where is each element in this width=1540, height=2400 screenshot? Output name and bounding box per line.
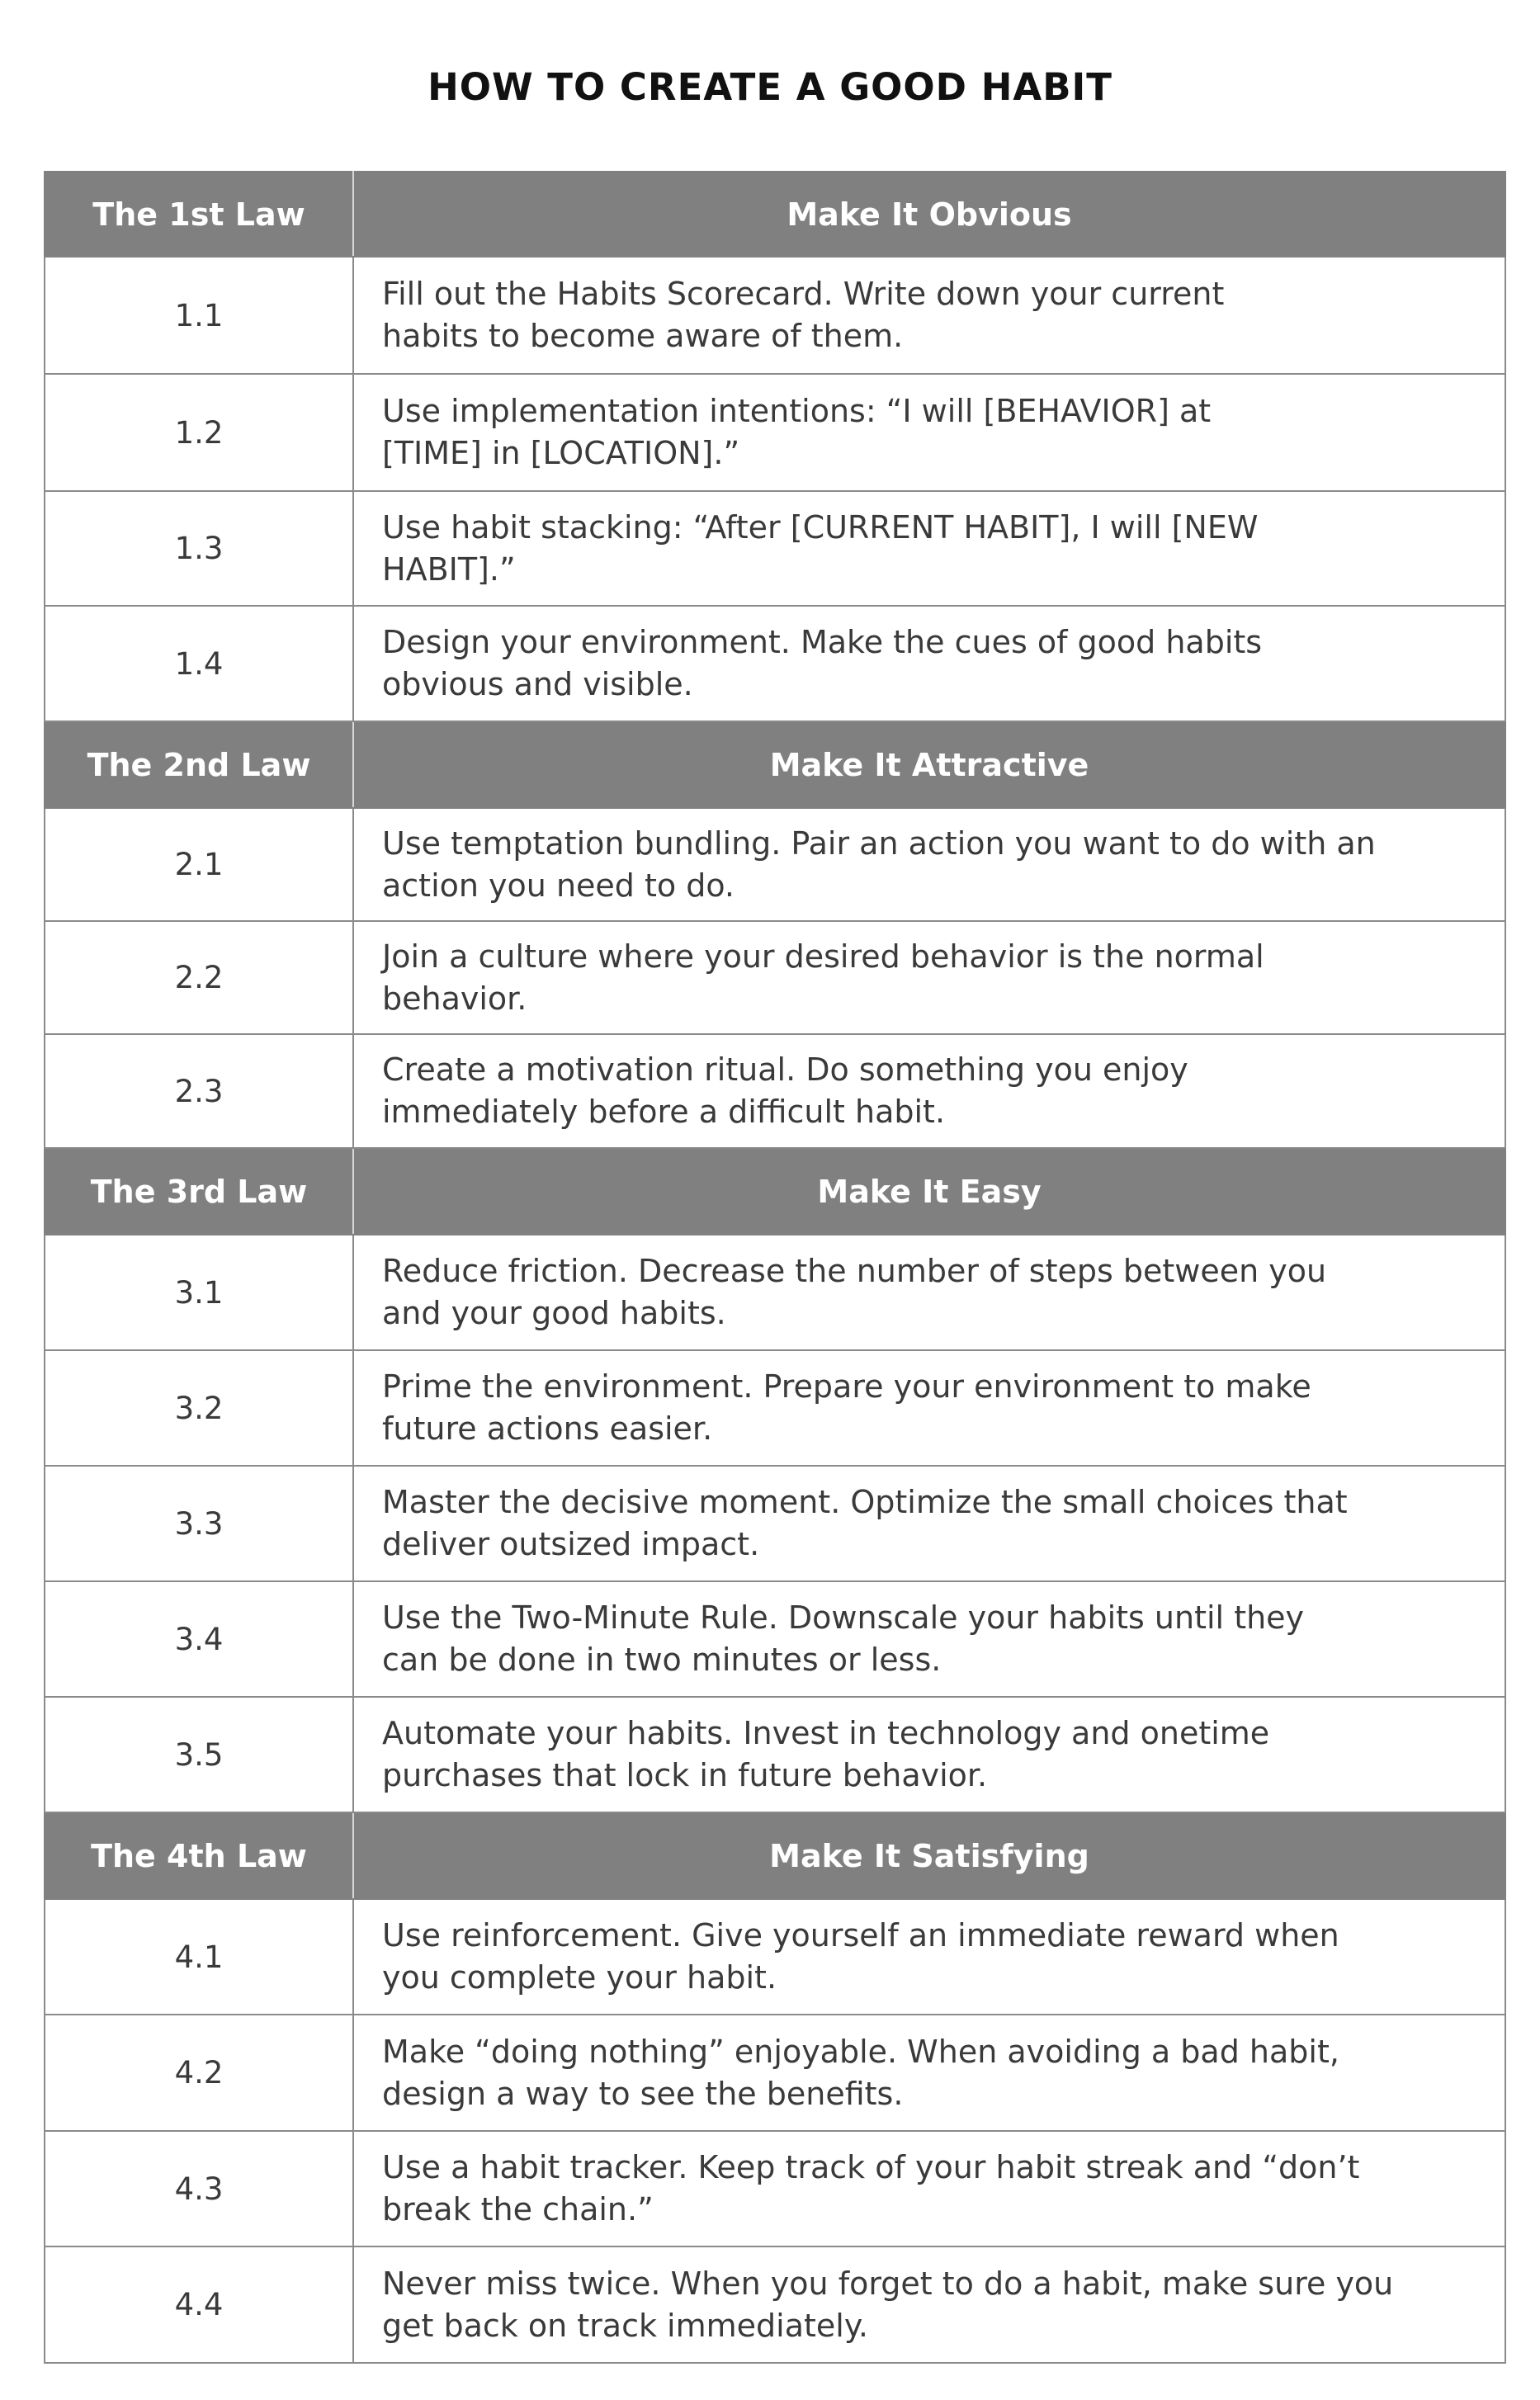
item-number: 1.3 [45, 491, 353, 606]
item-text: Prime the environment. Prepare your environment to make future actions easier. [353, 1350, 1505, 1466]
table-row [45, 1350, 1505, 1466]
law-header-row [45, 172, 1505, 257]
law-name: The 3rd Law [45, 1148, 353, 1235]
table-row [45, 1235, 1505, 1350]
item-number: 3.4 [45, 1581, 353, 1697]
item-number: 2.2 [45, 921, 353, 1034]
table-row [45, 606, 1505, 721]
table-row [45, 2246, 1505, 2363]
table-row [45, 1581, 1505, 1697]
item-text: Make “doing nothing” enjoyable. When avoiding a bad habit, design a way to see the benefits. [353, 2015, 1505, 2131]
item-number: 2.1 [45, 808, 353, 921]
table-row [45, 2131, 1505, 2246]
law-heading: Make It Satisfying [353, 1812, 1505, 1899]
item-number: 4.2 [45, 2015, 353, 2131]
habit-table [44, 171, 1506, 2364]
item-text: Master the decisive moment. Optimize the small choices that deliver outsized impact. [353, 1466, 1505, 1581]
table-row [45, 257, 1505, 374]
law-heading: Make It Attractive [353, 721, 1505, 808]
item-text: Never miss twice. When you forget to do a habit, make sure you get back on track immediately. [353, 2246, 1505, 2363]
table-row [45, 1466, 1505, 1581]
item-number: 1.2 [45, 374, 353, 491]
item-number: 4.1 [45, 1899, 353, 2015]
item-text: Fill out the Habits Scorecard. Write down your current habits to become aware of them. [353, 257, 1505, 374]
item-number: 1.1 [45, 257, 353, 374]
table-row [45, 921, 1505, 1034]
law-name: The 2nd Law [45, 721, 353, 808]
law-heading: Make It Easy [353, 1148, 1505, 1235]
law-name: The 4th Law [45, 1812, 353, 1899]
item-number: 3.1 [45, 1235, 353, 1350]
item-text: Automate your habits. Invest in technology and onetime purchases that lock in future behavior. [353, 1697, 1505, 1812]
item-text: Join a culture where your desired behavior is the normal behavior. [353, 921, 1505, 1034]
law-header-row [45, 1812, 1505, 1899]
item-text: Create a motivation ritual. Do something you enjoy immediately before a difficult habit. [353, 1034, 1505, 1148]
item-text: Design your environment. Make the cues of good habits obvious and visible. [353, 606, 1505, 721]
item-number: 1.4 [45, 606, 353, 721]
item-text: Use habit stacking: “After [CURRENT HABIT], I will [NEW HABIT].” [353, 491, 1505, 606]
item-text: Use a habit tracker. Keep track of your habit streak and “don’t break the chain.” [353, 2131, 1505, 2246]
item-number: 4.3 [45, 2131, 353, 2246]
item-text: Use implementation intentions: “I will [BEHAVIOR] at [TIME] in [LOCATION].” [353, 374, 1505, 491]
table-row [45, 2015, 1505, 2131]
item-number: 4.4 [45, 2246, 353, 2363]
item-number: 3.3 [45, 1466, 353, 1581]
item-text: Reduce friction. Decrease the number of steps between you and your good habits. [353, 1235, 1505, 1350]
table-row [45, 808, 1505, 921]
item-number: 3.2 [45, 1350, 353, 1466]
table-row [45, 1899, 1505, 2015]
table-row [45, 491, 1505, 606]
table-row [45, 374, 1505, 491]
page-title: HOW TO CREATE A GOOD HABIT [428, 65, 1112, 109]
item-text: Use temptation bundling. Pair an action you want to do with an action you need to do. [353, 808, 1505, 921]
item-text: Use the Two-Minute Rule. Downscale your habits until they can be done in two minutes or less. [353, 1581, 1505, 1697]
law-header-row [45, 1148, 1505, 1235]
item-number: 3.5 [45, 1697, 353, 1812]
law-header-row [45, 721, 1505, 808]
item-text: Use reinforcement. Give yourself an immediate reward when you complete your habit. [353, 1899, 1505, 2015]
law-name: The 1st Law [45, 172, 353, 257]
item-number: 2.3 [45, 1034, 353, 1148]
table-row [45, 1034, 1505, 1148]
law-heading: Make It Obvious [353, 172, 1505, 257]
table-row [45, 1697, 1505, 1812]
